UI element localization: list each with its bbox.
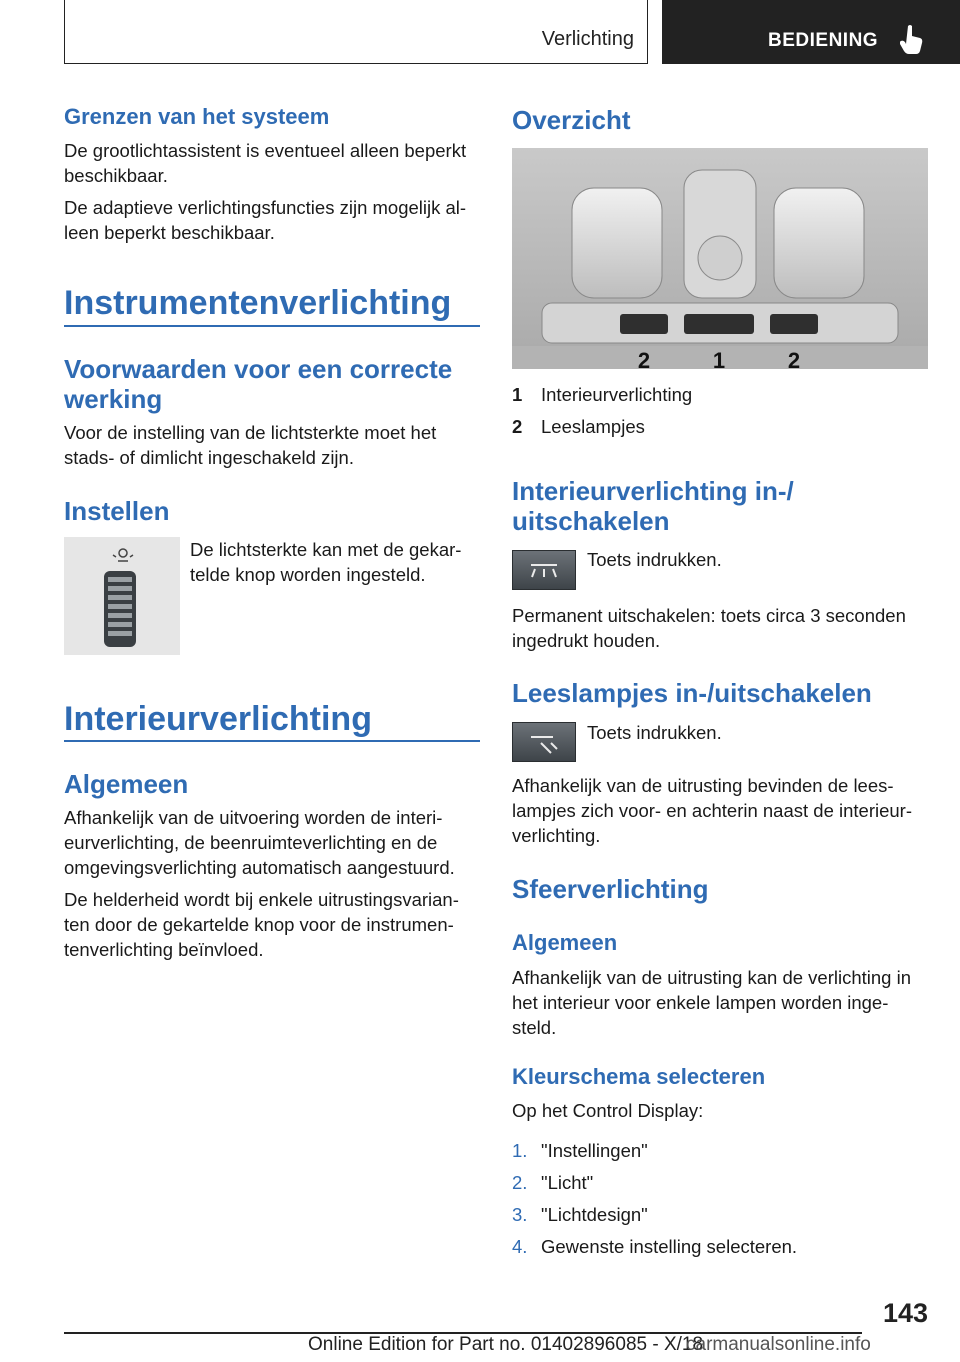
section-title: Verlichting <box>541 28 634 50</box>
switch-paragraph: Toets indrukken. <box>587 549 722 570</box>
conditions-heading: Voorwaarden voor een correcte werking <box>64 354 453 414</box>
step-text: "Licht" <box>541 1172 594 1193</box>
instellen-heading: Instellen <box>64 496 170 526</box>
step-text: Gewenste instelling selecteren. <box>541 1236 798 1257</box>
page-number: 143 <box>882 1298 928 1328</box>
ambient-heading: Sfeerverlichting <box>512 874 709 904</box>
switch-paragraph-2: Permanent uitschakelen: toets circa 3 seconden ingedrukt houden. <box>512 605 906 651</box>
step-number: 1. <box>512 1140 528 1161</box>
chapter-tab-label: BEDIENING <box>768 30 879 51</box>
overview-heading: Overzicht <box>512 105 631 135</box>
algemeen-heading: Algemeen <box>64 769 189 799</box>
algemeen-paragraph-2: De helderheid wordt bij enkele uitrustingsvarian‐ ten door de gekartelde knop voor de instrumen‐ tenverlichting beïnvloed. <box>64 889 459 960</box>
interior-lighting-title: Interieurverlichting <box>64 700 372 738</box>
image-label-1: 1 <box>712 348 726 369</box>
limits-paragraph-1: De grootlichtassistent is eventueel alleen beperkt beschikbaar. <box>64 140 467 186</box>
legend-number: 1 <box>512 384 523 405</box>
dimmer-knob-image <box>64 537 180 655</box>
step-number: 2. <box>512 1172 528 1193</box>
reading-light-button-image <box>512 722 576 762</box>
interior-light-button-image <box>512 550 576 590</box>
legend-text: Interieurverlichting <box>541 384 693 405</box>
instrument-lighting-title: Instrumentenverlichting <box>64 284 452 322</box>
scheme-intro: Op het Control Display: <box>512 1100 704 1121</box>
step-number: 3. <box>512 1204 528 1225</box>
legend-number: 2 <box>512 416 523 437</box>
chapter-tab[interactable] <box>662 0 960 64</box>
pointing-hand-icon <box>900 24 924 54</box>
step-text: "Instellingen" <box>541 1140 648 1161</box>
step-text: "Lichtdesign" <box>541 1204 648 1225</box>
title-rule <box>64 325 480 327</box>
switch-heading: Interieurverlichting in‐/ uitschakelen <box>512 476 794 536</box>
reading-paragraph: Toets indrukken. <box>587 722 722 743</box>
edition-text: Online Edition for Part no. 01402896085 - X/18 <box>308 1334 704 1355</box>
ambient-subheading: Algemeen <box>512 930 618 955</box>
watermark: carmanualsonline.info <box>686 1334 871 1355</box>
reading-paragraph-2: Afhankelijk van de uitrusting bevinden de lees‐ lampjes zich voor- en achterin naast de interieur‐ verlichting. <box>512 775 912 846</box>
ambient-paragraph: Afhankelijk van de uitrusting kan de verlichting in het interieur voor enkele lampen worden inge‐ steld. <box>512 967 912 1038</box>
legend-text: Leeslampjes <box>541 416 645 437</box>
image-label-2: 2 <box>637 348 651 369</box>
roof-console-image <box>512 148 928 369</box>
scheme-heading: Kleurschema selecteren <box>512 1064 766 1089</box>
step-number: 4. <box>512 1236 528 1257</box>
limits-heading: Grenzen van het systeem <box>64 104 330 129</box>
algemeen-paragraph-1: Afhankelijk van de uitvoering worden de interi‐ eurverlichting, de beenruimteverlichting en de omgevingsverlichting automatisch aangestuurd. <box>64 807 455 878</box>
title-rule <box>64 740 480 742</box>
conditions-paragraph: Voor de instelling van de lichtsterkte moet het stads- of dimlicht ingeschakeld zijn. <box>64 422 437 468</box>
image-label-2: 2 <box>787 348 801 369</box>
instellen-paragraph: De lichtsterkte kan met de gekar‐ telde knop worden ingesteld. <box>190 539 462 585</box>
reading-heading: Leeslampjes in‐/uitschakelen <box>512 678 872 708</box>
limits-paragraph-2: De adaptieve verlichtingsfuncties zijn mogelijk al‐ leen beperkt beschikbaar. <box>64 197 467 243</box>
